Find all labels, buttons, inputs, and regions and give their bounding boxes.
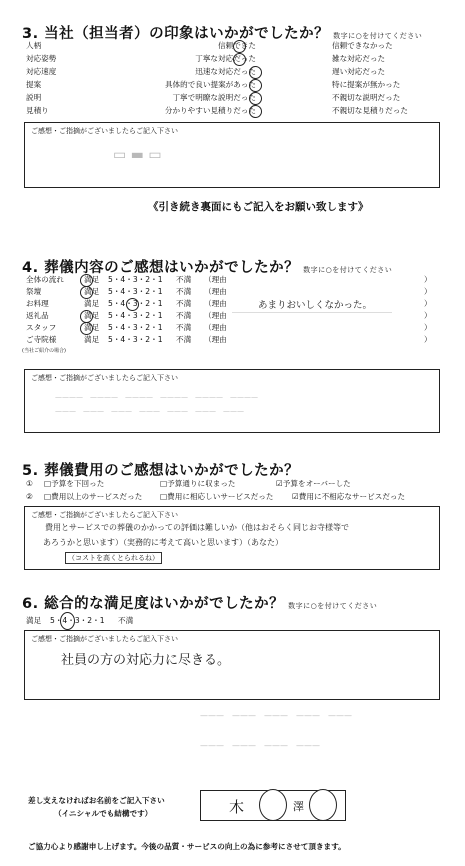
row-dis: 不満: [176, 335, 192, 344]
row-reason-close: ）: [424, 323, 432, 332]
row-positive: 丁寧で明瞭な説明だった: [172, 93, 256, 102]
continue-note: 《引き続き裏面にもご記入をお願い致します》: [148, 201, 369, 213]
row-label: 祭壇: [26, 287, 42, 296]
row-reason: （理由: [204, 323, 227, 332]
name-prompt: 差し支えなければお名前をご記入下さい: [28, 796, 165, 805]
checkbox-over-budget[interactable]: ☑予算をオーバーした: [276, 479, 351, 488]
selection-circle: [80, 286, 93, 299]
cost-comment-line-1: 費用とサービスでの葬儀のかかっての評価は難しいか（他はおそらく同じお寺様等で: [45, 523, 349, 532]
row-dis: 不満: [176, 275, 192, 284]
row-reason-close: ）: [424, 311, 432, 320]
row-positive: 具体的で良い提案があった: [164, 80, 256, 89]
footer-thanks: ご協力心より感謝申し上げます。今後の品質・サービスの向上の為に参考にさせて頂きます。: [28, 842, 346, 851]
row-scale[interactable]: 5・4・3・2・1: [108, 311, 163, 320]
bleed-through-text: ——— ——— ——— ——— ——— ——— ———: [55, 407, 244, 415]
selection-circle: [60, 612, 75, 630]
row-label: 返礼品: [26, 311, 49, 320]
row-sat: 満足: [84, 287, 100, 296]
checkbox-above-cost[interactable]: □費用以上のサービスだった: [44, 492, 143, 501]
row-scale[interactable]: 5・4・3・2・1: [108, 287, 163, 296]
section-3-title: [22, 22, 422, 43]
section-5-comment-box[interactable]: [24, 506, 440, 570]
row-reason-close: ）: [424, 335, 432, 344]
selection-circle: [80, 322, 93, 335]
name-handwriting-2: 澤: [293, 800, 304, 813]
temple-note: (当社ご紹介の場合): [22, 348, 66, 354]
row-scale[interactable]: 5・4・3・2・1: [108, 275, 163, 284]
section-3-note: 数字に○を付けてください: [333, 32, 423, 40]
row-reason-close: ）: [424, 287, 432, 296]
row-label: 見積り: [26, 106, 49, 115]
question-number: ①: [26, 479, 33, 488]
row-negative: 特に提案が無かった: [332, 80, 401, 89]
name-subprompt: （イニシャルでも結構です）: [54, 809, 153, 818]
row-label: 対応姿勢: [26, 54, 57, 63]
food-reason-handwriting: あまりおいしくなかった。: [258, 300, 373, 311]
checkbox-matches-cost[interactable]: □費用に相応しいサービスだった: [160, 492, 274, 501]
row-positive: 信頼できた: [218, 41, 256, 50]
row-dis: 不満: [176, 299, 192, 308]
row-negative: 信頼できなかった: [332, 41, 393, 50]
name-field[interactable]: [200, 790, 346, 821]
row-negative: 雑な対応だった: [332, 54, 386, 63]
name-redaction-circle: [259, 789, 287, 821]
section-4-note: 数字に○を付けてください: [303, 266, 393, 274]
row-sat: 満足: [84, 311, 100, 320]
checkbox-below-cost[interactable]: ☑費用に不相応なサービスだった: [292, 492, 406, 501]
row-reason: （理由: [204, 287, 227, 296]
row-dis: 不満: [118, 616, 134, 625]
section-4-title-text: 4. 葬儀内容のご感想はいかがでしたか？: [22, 260, 300, 276]
section-4-title: [22, 256, 392, 277]
row-dis: 不満: [176, 323, 192, 332]
bleed-through-text: ———— ———— ———— ———— ———— ————: [55, 393, 258, 401]
row-reason-close: ）: [424, 275, 432, 284]
overall-comment-handwriting: 社員の方の対応力に尽きる。: [61, 653, 231, 668]
row-label: 人柄: [26, 41, 42, 50]
comment-label: ご感想・ご指摘がございましたらご記入下さい: [31, 635, 178, 643]
row-negative: 不親切な見積りだった: [332, 106, 408, 115]
row-reason-close: ）: [424, 299, 432, 308]
selection-circle: [249, 66, 262, 79]
selection-circle: [126, 298, 139, 311]
section-6-title-text: 6. 総合的な満足度はいかがでしたか？: [22, 596, 285, 612]
section-6-comment-box[interactable]: [24, 630, 440, 700]
section-4-comment-box[interactable]: [24, 369, 440, 433]
row-dis: 不満: [176, 311, 192, 320]
row-reason: （理由: [204, 335, 227, 344]
bleed-through-mark: ▭ ▬ ▭: [113, 147, 162, 163]
row-scale[interactable]: 5・4・3・2・1: [108, 299, 163, 308]
row-negative: 不親切な説明だった: [332, 93, 401, 102]
row-label: スタッフ: [26, 323, 57, 332]
row-label: 全体の流れ: [26, 275, 64, 284]
selection-circle: [233, 40, 246, 53]
row-negative: 遅い対応だった: [332, 67, 386, 76]
question-number: ②: [26, 492, 33, 501]
row-positive: 迅速な対応だった: [195, 67, 256, 76]
name-redaction-circle: [309, 789, 337, 821]
name-handwriting-1: 木: [229, 798, 245, 816]
row-reason: （理由: [204, 311, 227, 320]
row-label: 説明: [26, 93, 42, 102]
row-sat: 満足: [84, 335, 100, 344]
row-sat: 満足: [26, 616, 42, 625]
checkbox-on-budget[interactable]: □予算通りに収まった: [160, 479, 236, 488]
comment-label: ご感想・ご指摘がございましたらご記入下さい: [31, 127, 178, 135]
row-label: 提案: [26, 80, 42, 89]
comment-label: ご感想・ご指摘がございましたらご記入下さい: [31, 511, 178, 519]
comment-label: ご感想・ご指摘がございましたらご記入下さい: [31, 374, 178, 382]
row-positive: 分かりやすい見積りだった: [164, 106, 256, 115]
row-label: 対応速度: [26, 67, 57, 76]
section-6-title: [22, 592, 377, 613]
section-6-note: 数字に○を付けてください: [288, 602, 378, 610]
selection-circle: [249, 105, 262, 118]
row-scale[interactable]: 5・4・3・2・1: [50, 616, 105, 625]
row-sat: 満足: [84, 275, 100, 284]
cost-comment-line-3: （コストを高くとられるね）: [65, 552, 162, 564]
cost-comment-line-2: あろうかと思います）（実務的に考えて高いと思います）（あなた）: [43, 538, 283, 547]
row-reason: （理由: [204, 299, 227, 308]
bleed-through-text: ——— ——— ——— ——— ———: [200, 711, 352, 720]
row-scale[interactable]: 5・4・3・2・1: [108, 323, 163, 332]
row-reason: （理由: [204, 275, 227, 284]
row-sat: 満足: [84, 299, 100, 308]
selection-circle: [249, 79, 262, 92]
row-dis: 不満: [176, 287, 192, 296]
row-positive: 丁寧な対応だった: [195, 54, 256, 63]
selection-circle: [249, 92, 262, 105]
checkbox-under-budget[interactable]: □予算を下回った: [44, 479, 105, 488]
row-sat: 満足: [84, 323, 100, 332]
row-label: ご寺院様: [26, 335, 57, 344]
bleed-through-text: ——— ——— ——— ———: [200, 741, 320, 750]
section-3-title-text: 3. 当社（担当者）の印象はいかがでしたか？: [22, 26, 330, 42]
row-label: お料理: [26, 299, 49, 308]
line-decoration: [232, 312, 392, 313]
section-3-comment-box[interactable]: [24, 122, 440, 188]
selection-circle: [233, 53, 246, 66]
row-scale[interactable]: 5・4・3・2・1: [108, 335, 163, 344]
section-5-title: 5. 葬儀費用のご感想はいかがでしたか？: [22, 463, 300, 479]
